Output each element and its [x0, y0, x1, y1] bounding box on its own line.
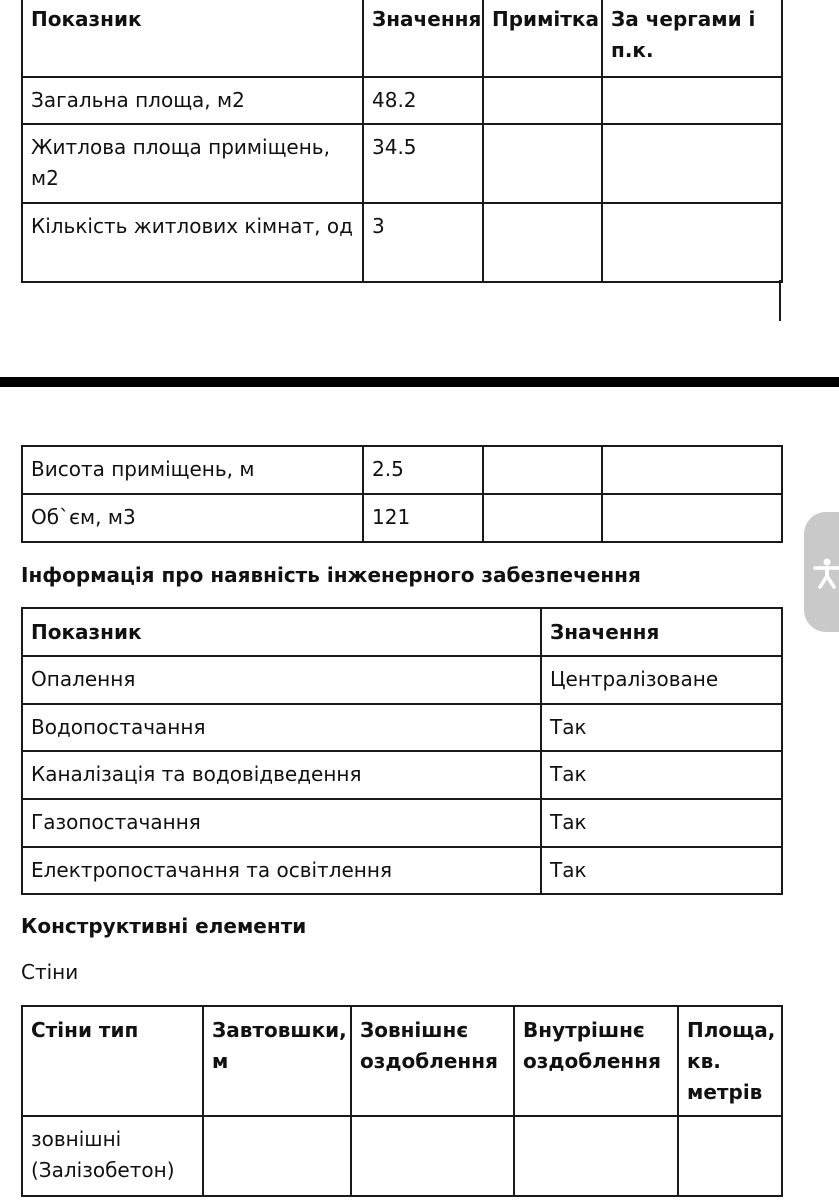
cell-indicator: Газопостачання	[22, 799, 541, 847]
accessibility-person-icon	[812, 557, 839, 589]
header-area: Площа, кв. метрів	[678, 1006, 782, 1116]
header-indicator: Показник	[22, 608, 541, 656]
construction-section-title: Конструктивні елементи	[21, 914, 307, 938]
header-value: Значення	[541, 608, 782, 656]
engineering-table	[21, 607, 783, 895]
cell-indicator: Житлова площа приміщень, м2	[22, 124, 363, 203]
cell-note	[483, 77, 602, 124]
table-header-row	[22, 608, 782, 656]
cell-value: 121	[363, 494, 483, 542]
cell-value: 48.2	[363, 77, 483, 124]
table-header-row	[22, 0, 782, 77]
table-row	[22, 494, 782, 542]
header-interior-finish: Внутрішнє оздоблення	[514, 1006, 678, 1116]
engineering-section-title: Інформація про наявність інженерного забезпечення	[21, 563, 641, 587]
cell-note	[483, 203, 602, 282]
cell-area	[678, 1116, 782, 1196]
table-row	[22, 124, 782, 203]
cell-indicator: Кількість житлових кімнат, од	[22, 203, 363, 282]
cell-indicator: Водопостачання	[22, 704, 541, 751]
table-row	[22, 751, 782, 799]
volume-indicators-table	[21, 445, 783, 543]
cell-note	[483, 446, 602, 494]
cell-value: 2.5	[363, 446, 483, 494]
table-row	[22, 446, 782, 494]
cell-exterior-finish	[351, 1116, 514, 1196]
table-row	[22, 799, 782, 847]
cell-interior-finish	[514, 1116, 678, 1196]
cell-value: Так	[541, 799, 782, 847]
cell-indicator: Опалення	[22, 656, 541, 704]
table-row	[22, 1116, 782, 1196]
table-row	[22, 656, 782, 704]
cell-note	[483, 124, 602, 203]
cell-queues	[602, 77, 782, 124]
table-row	[22, 704, 782, 751]
header-note: Примітка	[483, 0, 602, 77]
cell-indicator: Висота приміщень, м	[22, 446, 363, 494]
cell-indicator: Загальна площа, м2	[22, 77, 363, 124]
table-row	[22, 77, 782, 124]
header-exterior-finish: Зовнішнє оздоблення	[351, 1006, 514, 1116]
cell-thickness	[203, 1116, 351, 1196]
header-indicator: Показник	[22, 0, 363, 77]
header-value: Значення	[363, 0, 483, 77]
cell-wall-type: зовнішні (Залізобетон)	[22, 1116, 203, 1196]
cell-value: Так	[541, 751, 782, 799]
cell-queues	[602, 446, 782, 494]
cell-note	[483, 494, 602, 542]
header-wall-type: Стіни тип	[22, 1006, 203, 1116]
header-queues: За чергами і п.к.	[602, 0, 782, 77]
table-row	[22, 203, 782, 282]
cell-value: Так	[541, 704, 782, 751]
walls-subtitle: Стіни	[21, 960, 79, 984]
cell-queues	[602, 203, 782, 282]
table-header-row	[22, 1006, 782, 1116]
table-border-tail	[779, 280, 781, 321]
cell-value: Так	[541, 847, 782, 894]
cell-value: Централізоване	[541, 656, 782, 704]
page-divider	[0, 377, 839, 387]
cell-indicator: Об`єм, м3	[22, 494, 363, 542]
cell-queues	[602, 494, 782, 542]
cell-queues	[602, 124, 782, 203]
cell-value: 3	[363, 203, 483, 282]
header-thickness: Завтовшки, м	[203, 1006, 351, 1116]
accessibility-button[interactable]	[804, 512, 839, 632]
cell-value: 34.5	[363, 124, 483, 203]
table-row	[22, 847, 782, 894]
cell-indicator: Каналізація та водовідведення	[22, 751, 541, 799]
walls-table	[21, 1005, 783, 1197]
cell-indicator: Електропостачання та освітлення	[22, 847, 541, 894]
area-indicators-table	[21, 0, 783, 283]
row-number-fragment	[0, 503, 1, 527]
